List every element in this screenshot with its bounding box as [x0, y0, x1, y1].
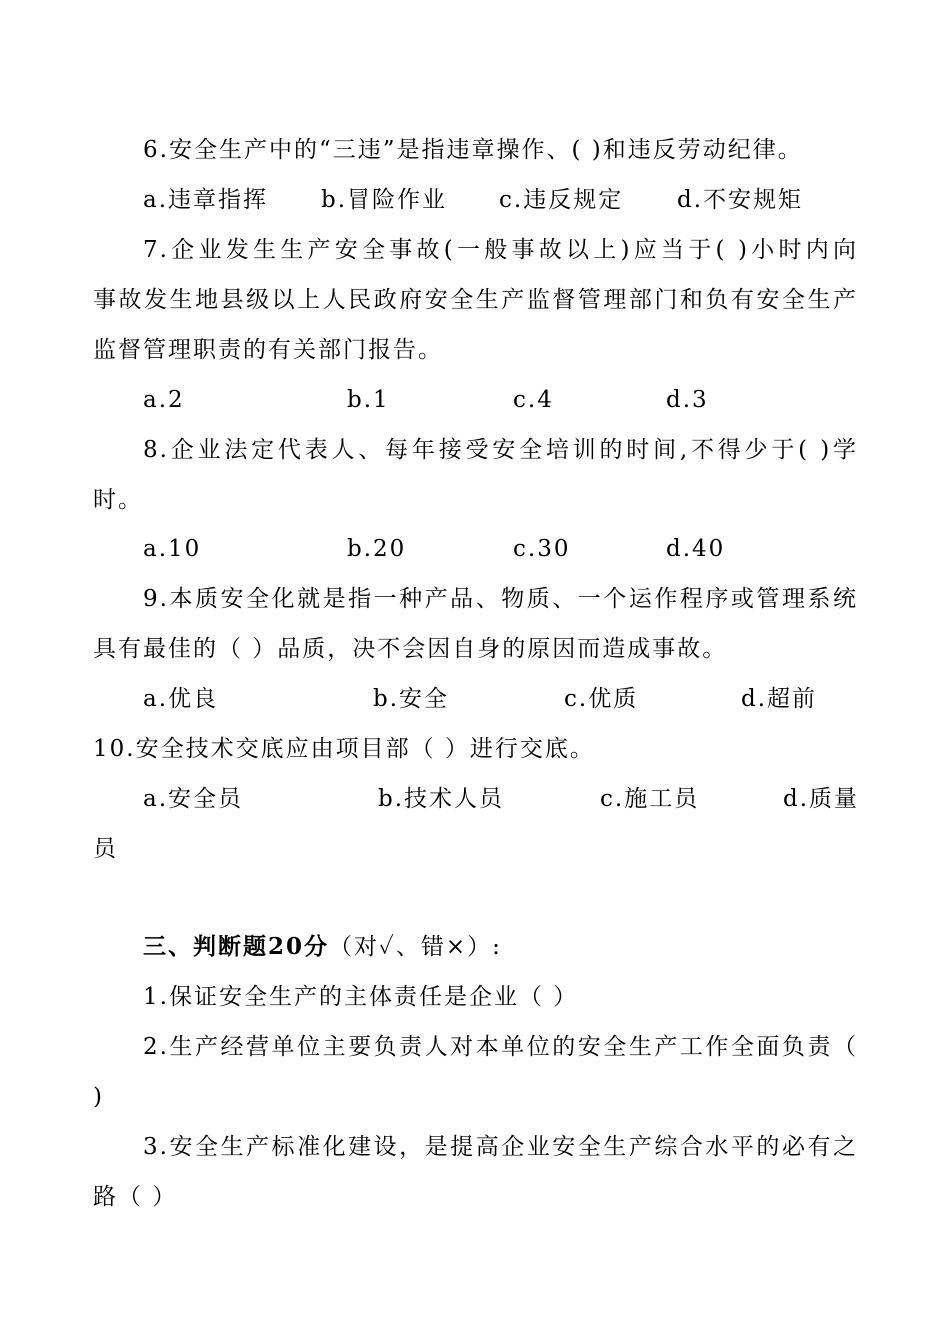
section-3-title — [143, 922, 858, 972]
question-8-stem-line-1: 8.企业法定代表人、每年接受安全培训的时间,不得少于( )学 — [143, 437, 858, 463]
question-7-stem-line-2: 事故发生地县级以上人民政府安全生产监督管理部门和负有安全生产 — [93, 287, 858, 313]
option-d: d.质量 — [783, 786, 860, 812]
section-3-title-rest: （对✓、错×）: — [329, 934, 502, 960]
question-6-options — [143, 175, 858, 225]
question-10-option-continuation: 员 — [93, 836, 118, 862]
option-d: d.3 — [666, 387, 709, 413]
option-c: c.30 — [513, 536, 571, 562]
option-d: d.40 — [666, 536, 726, 562]
option-b: b.安全 — [373, 686, 450, 712]
option-d: d.超前 — [741, 686, 818, 712]
option-c: c.施工员 — [600, 786, 700, 812]
question-7-stem-line-3: 监督管理职责的有关部门报告。 — [93, 337, 443, 363]
section-3-title-bold: 三、判断题20分 — [143, 933, 330, 960]
judgment-item-2-line-2: ) — [93, 1084, 104, 1110]
question-7-options — [143, 375, 858, 425]
judgment-item-3-line-1: 3.安全生产标准化建设，是提高企业安全生产综合水平的必有之 — [143, 1134, 858, 1160]
option-b: b.冒险作业 — [321, 187, 448, 213]
option-d: d.不安规矩 — [677, 187, 804, 213]
question-9-options — [143, 674, 858, 724]
option-b: b.20 — [347, 536, 407, 562]
option-a: a.安全员 — [143, 786, 244, 812]
option-c: c.4 — [513, 387, 554, 413]
question-9-stem-line-2: 具有最佳的（ ）品质，决不会因自身的原因而造成事故。 — [93, 636, 728, 662]
option-c: c.优质 — [564, 686, 639, 712]
question-8-stem-line-2: 时。 — [93, 487, 143, 513]
question-9-stem-line-1: 9.本质安全化就是指一种产品、物质、一个运作程序或管理系统 — [143, 586, 858, 612]
option-a: a.违章指挥 — [143, 187, 269, 213]
option-a: a.优良 — [143, 686, 219, 712]
question-8-options — [143, 524, 858, 574]
question-10-stem: 10.安全技术交底应由项目部（ ）进行交底。 — [93, 736, 595, 762]
option-b: b.技术人员 — [378, 786, 505, 812]
question-10-options — [143, 774, 858, 824]
question-6-stem: 6.安全生产中的“三违”是指违章操作、( )和违反劳动纪律。 — [143, 137, 803, 163]
judgment-item-2-line-1: 2.生产经营单位主要负责人对本单位的安全生产工作全面负责（ — [143, 1034, 858, 1060]
option-b: b.1 — [347, 387, 390, 413]
option-a: a.2 — [143, 387, 185, 413]
option-a: a.10 — [143, 536, 202, 562]
option-c: c.违反规定 — [499, 187, 624, 213]
judgment-item-3-line-2: 路（ ） — [93, 1184, 178, 1210]
judgment-item-1: 1.保证安全生产的主体责任是企业（ ） — [143, 984, 579, 1010]
question-7-stem-line-1: 7.企业发生生产安全事故(一般事故以上)应当于( )小时内向 — [143, 237, 858, 263]
